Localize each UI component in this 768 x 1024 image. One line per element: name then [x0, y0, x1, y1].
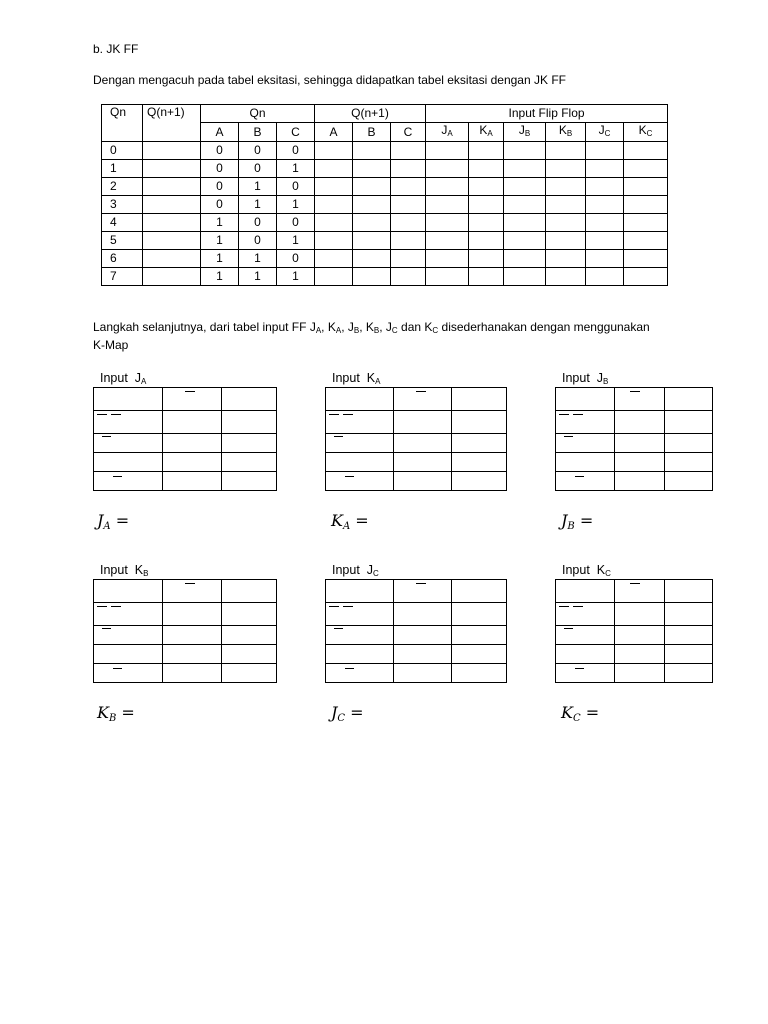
cell-empty [353, 160, 391, 178]
cell-empty [391, 160, 426, 178]
kmap-row [94, 626, 277, 645]
kmap-cell [556, 645, 615, 664]
kmap-row [556, 664, 713, 683]
kmap-cell [394, 472, 452, 491]
cell-empty [426, 250, 469, 268]
cell-empty [391, 142, 426, 160]
kmap-cell [452, 434, 507, 453]
kmap-cell [556, 472, 615, 491]
subheader-a: A [201, 123, 239, 142]
cell-empty [546, 214, 586, 232]
kmap-cell [326, 472, 394, 491]
kmap-cell [452, 580, 507, 603]
cell-empty [391, 250, 426, 268]
cell-empty [469, 268, 504, 286]
cell-empty [353, 250, 391, 268]
cell-empty [504, 232, 546, 250]
kmap-cell [452, 411, 507, 434]
cell-a: 0 [201, 142, 239, 160]
cell-empty [353, 232, 391, 250]
kmap-row [94, 472, 277, 491]
kmap-cell [665, 453, 713, 472]
cell-empty [143, 268, 201, 286]
kmap-cell [163, 645, 222, 664]
kmap-cell [394, 664, 452, 683]
complement-bar [573, 606, 583, 607]
cell-empty [504, 160, 546, 178]
cell-b: 0 [239, 142, 277, 160]
cell-empty [315, 142, 353, 160]
cell-empty [586, 214, 624, 232]
cell-empty [586, 232, 624, 250]
cell-empty [586, 178, 624, 196]
kmap-cell [163, 626, 222, 645]
cell-a: 1 [201, 232, 239, 250]
cell-empty [504, 178, 546, 196]
cell-c: 1 [277, 268, 315, 286]
cell-empty [143, 250, 201, 268]
kmap-cell [163, 664, 222, 683]
complement-bar [113, 476, 122, 477]
table-row [102, 160, 668, 178]
kmap-cell [326, 645, 394, 664]
cell-empty [143, 160, 201, 178]
complement-bar [345, 476, 354, 477]
table-row [102, 250, 668, 268]
complement-bar [345, 668, 354, 669]
complement-bar [334, 436, 343, 437]
kmap-cell [665, 603, 713, 626]
complement-bar [329, 606, 339, 607]
complement-bar [573, 414, 583, 415]
table-header-row [102, 105, 668, 123]
cell-empty [315, 250, 353, 268]
kmap-cell [222, 453, 277, 472]
cell-empty [426, 160, 469, 178]
kmap-cell [222, 626, 277, 645]
kmap-equation: $J_A$ = [97, 511, 130, 532]
cell-empty [546, 250, 586, 268]
cell-a: 1 [201, 250, 239, 268]
complement-bar [416, 391, 426, 392]
excitation-table [101, 104, 668, 286]
cell-c: 0 [277, 142, 315, 160]
cell-c: 0 [277, 250, 315, 268]
kmap-cell [665, 388, 713, 411]
kmap-cell [94, 388, 163, 411]
cell-empty [315, 178, 353, 196]
cell-empty [624, 232, 668, 250]
cell-c: 1 [277, 196, 315, 214]
kmap-cell [394, 434, 452, 453]
header-input-flip-flop: Input Flip Flop [426, 105, 668, 123]
cell-empty [391, 232, 426, 250]
kmap-cell [163, 603, 222, 626]
kmap-row [326, 434, 507, 453]
cell-c: 1 [277, 160, 315, 178]
kmap-cell [394, 645, 452, 664]
kmap-cell [665, 645, 713, 664]
kmap-row [94, 664, 277, 683]
kmap-cell [222, 664, 277, 683]
kmap-cell [326, 580, 394, 603]
complement-bar [564, 628, 573, 629]
header-qn: Qn [102, 105, 143, 142]
table-row [102, 178, 668, 196]
cell-empty [426, 268, 469, 286]
cell-b: 1 [239, 268, 277, 286]
cell-empty [586, 160, 624, 178]
cell-empty [143, 232, 201, 250]
cell-empty [504, 268, 546, 286]
table-row [102, 232, 668, 250]
kmap-cell [665, 472, 713, 491]
cell-empty [504, 196, 546, 214]
cell-empty [546, 196, 586, 214]
cell-empty [353, 196, 391, 214]
kmap-cell [394, 626, 452, 645]
kmap-title: Input $J_C$ [332, 563, 379, 578]
cell-empty [624, 214, 668, 232]
complement-bar [343, 606, 353, 607]
cell-empty [624, 250, 668, 268]
kmap-cell [222, 434, 277, 453]
cell-empty [426, 214, 469, 232]
kmap-title: Input $J_A$ [100, 371, 147, 386]
cell-empty [353, 268, 391, 286]
table-row [102, 268, 668, 286]
subheader-b: B [239, 123, 277, 142]
subheader-kc: $K_C$ [624, 123, 668, 142]
kmap-cell [665, 411, 713, 434]
cell-empty [504, 142, 546, 160]
cell-qn: 3 [102, 196, 143, 214]
kmap-title: Input $J_B$ [562, 371, 609, 386]
cell-empty [143, 142, 201, 160]
kmap-cell [94, 645, 163, 664]
subheader-jc: $J_C$ [586, 123, 624, 142]
kmap-equation: $K_B$ = [97, 703, 135, 724]
kmap-title: Input $K_A$ [332, 371, 381, 386]
cell-empty [426, 142, 469, 160]
cell-qn: 5 [102, 232, 143, 250]
kmap-row [556, 626, 713, 645]
cell-qn: 2 [102, 178, 143, 196]
cell-qn: 0 [102, 142, 143, 160]
complement-bar [343, 414, 353, 415]
cell-a: 1 [201, 268, 239, 286]
subheader-c: C [277, 123, 315, 142]
kmap-row [94, 453, 277, 472]
cell-a: 0 [201, 178, 239, 196]
kmap-cell [222, 645, 277, 664]
kmap-cell [615, 453, 665, 472]
complement-bar [185, 391, 195, 392]
kmap-equation: $K_C$ = [561, 703, 600, 724]
complement-bar [111, 414, 121, 415]
kmap-cell [222, 388, 277, 411]
cell-empty [469, 142, 504, 160]
kmap-cell [615, 472, 665, 491]
kmap-row [326, 626, 507, 645]
kmap-cell [326, 664, 394, 683]
cell-a: 1 [201, 214, 239, 232]
cell-empty [353, 142, 391, 160]
cell-empty [504, 214, 546, 232]
kmap-cell [615, 434, 665, 453]
kmap-cell [394, 411, 452, 434]
kmap-cell [452, 388, 507, 411]
cell-empty [143, 214, 201, 232]
section-heading: b. JK FF [93, 42, 139, 56]
kmap-cell [615, 603, 665, 626]
kmap-equation: $J_B$ = [561, 511, 594, 532]
cell-empty [426, 232, 469, 250]
kmap-cell [452, 626, 507, 645]
cell-empty [426, 178, 469, 196]
table-row [102, 196, 668, 214]
complement-bar [111, 606, 121, 607]
cell-empty [315, 214, 353, 232]
cell-empty [546, 178, 586, 196]
cell-qn: 1 [102, 160, 143, 178]
kmap-cell [452, 664, 507, 683]
complement-bar [630, 391, 640, 392]
complement-bar [575, 668, 584, 669]
cell-empty [426, 196, 469, 214]
kmap-cell [222, 472, 277, 491]
table-row [102, 214, 668, 232]
cell-a: 0 [201, 160, 239, 178]
cell-empty [586, 250, 624, 268]
kmap-cell [615, 626, 665, 645]
complement-bar [559, 414, 569, 415]
kmap-cell [326, 388, 394, 411]
kmap-cell [665, 580, 713, 603]
cell-empty [315, 160, 353, 178]
complement-bar [97, 414, 107, 415]
kmap-cell [665, 626, 713, 645]
complement-bar [102, 436, 111, 437]
kmap-cell [615, 645, 665, 664]
cell-qn: 6 [102, 250, 143, 268]
kmap-row [326, 453, 507, 472]
cell-b: 0 [239, 160, 277, 178]
kmap-cell [615, 411, 665, 434]
cell-empty [315, 196, 353, 214]
complement-bar [564, 436, 573, 437]
cell-empty [624, 142, 668, 160]
cell-empty [353, 214, 391, 232]
cell-empty [624, 196, 668, 214]
complement-bar [113, 668, 122, 669]
kmap-cell [615, 664, 665, 683]
kmap-cell [556, 580, 615, 603]
kmap-cell [665, 664, 713, 683]
kmap-row [556, 453, 713, 472]
complement-bar [329, 414, 339, 415]
subheader-kb: $K_B$ [546, 123, 586, 142]
cell-empty [353, 178, 391, 196]
cell-empty [469, 232, 504, 250]
subheader-jb: $J_B$ [504, 123, 546, 142]
cell-empty [469, 250, 504, 268]
cell-empty [546, 142, 586, 160]
cell-empty [391, 214, 426, 232]
kmap-cell [94, 472, 163, 491]
intro-paragraph: Dengan mengacuh pada tabel eksitasi, sehingga didapatkan tabel eksitasi dengan JK FF [93, 73, 566, 87]
complement-bar [575, 476, 584, 477]
kmap-equation: $K_A$ = [331, 511, 369, 532]
cell-b: 1 [239, 250, 277, 268]
kmap-row [556, 434, 713, 453]
kmap-row [556, 645, 713, 664]
cell-empty [624, 178, 668, 196]
cell-qn: 4 [102, 214, 143, 232]
complement-bar [97, 606, 107, 607]
kmap-cell [556, 453, 615, 472]
cell-empty [315, 268, 353, 286]
kmap-cell [452, 472, 507, 491]
cell-empty [469, 160, 504, 178]
cell-empty [315, 232, 353, 250]
kmap-cell [326, 453, 394, 472]
cell-empty [586, 268, 624, 286]
kmap-cell [556, 388, 615, 411]
kmap-cell [452, 603, 507, 626]
cell-empty [546, 160, 586, 178]
subheader-b: B [353, 123, 391, 142]
cell-empty [469, 196, 504, 214]
kmap-row [94, 645, 277, 664]
kmap-row [94, 434, 277, 453]
subheader-c: C [391, 123, 426, 142]
cell-b: 1 [239, 178, 277, 196]
cell-empty [624, 160, 668, 178]
next-step-line2: K-Map [93, 338, 129, 352]
kmap-cell [94, 664, 163, 683]
complement-bar [559, 606, 569, 607]
kmap-cell [452, 453, 507, 472]
subheader-ka: $K_A$ [469, 123, 504, 142]
kmap-cell [163, 472, 222, 491]
kmap-cell [94, 580, 163, 603]
cell-b: 0 [239, 214, 277, 232]
kmap-row [326, 472, 507, 491]
cell-empty [143, 196, 201, 214]
complement-bar [102, 628, 111, 629]
header-qn-plus-1: Q(n+1) [143, 105, 201, 142]
cell-empty [469, 178, 504, 196]
cell-b: 1 [239, 196, 277, 214]
cell-c: 0 [277, 178, 315, 196]
kmap-title: Input $K_B$ [100, 563, 149, 578]
header-qn1-group: Q(n+1) [315, 105, 426, 123]
cell-qn: 7 [102, 268, 143, 286]
kmap-cell [163, 411, 222, 434]
cell-empty [546, 268, 586, 286]
cell-empty [469, 214, 504, 232]
kmap-equation: $J_C$ = [331, 703, 364, 724]
table-row [102, 142, 668, 160]
cell-c: 1 [277, 232, 315, 250]
complement-bar [185, 583, 195, 584]
kmap-cell [394, 453, 452, 472]
cell-empty [391, 178, 426, 196]
cell-a: 0 [201, 196, 239, 214]
cell-empty [546, 232, 586, 250]
kmap-row [326, 664, 507, 683]
kmap-cell [394, 603, 452, 626]
cell-c: 0 [277, 214, 315, 232]
cell-empty [586, 196, 624, 214]
cell-empty [143, 178, 201, 196]
kmap-title: Input $K_C$ [562, 563, 611, 578]
cell-empty [391, 196, 426, 214]
cell-b: 0 [239, 232, 277, 250]
cell-empty [504, 250, 546, 268]
subheader-ja: $J_A$ [426, 123, 469, 142]
kmap-cell [222, 603, 277, 626]
kmap-cell [556, 664, 615, 683]
cell-empty [624, 268, 668, 286]
kmap-cell [163, 453, 222, 472]
next-step-paragraph: Langkah selanjutnya, dari tabel input FF $J_A$, $K_A$, $J_B$, $K_B$, $J_C$ dan $K_C$ disederhanakan dengan menggunakan [93, 320, 650, 335]
header-qn-group: Qn [201, 105, 315, 123]
kmap-cell [222, 411, 277, 434]
kmap-cell [452, 645, 507, 664]
complement-bar [334, 628, 343, 629]
kmap-row [556, 472, 713, 491]
kmap-cell [665, 434, 713, 453]
kmap-row [326, 645, 507, 664]
cell-empty [391, 268, 426, 286]
kmap-cell [222, 580, 277, 603]
subheader-a: A [315, 123, 353, 142]
complement-bar [416, 583, 426, 584]
cell-empty [586, 142, 624, 160]
complement-bar [630, 583, 640, 584]
kmap-cell [94, 453, 163, 472]
kmap-cell [163, 434, 222, 453]
